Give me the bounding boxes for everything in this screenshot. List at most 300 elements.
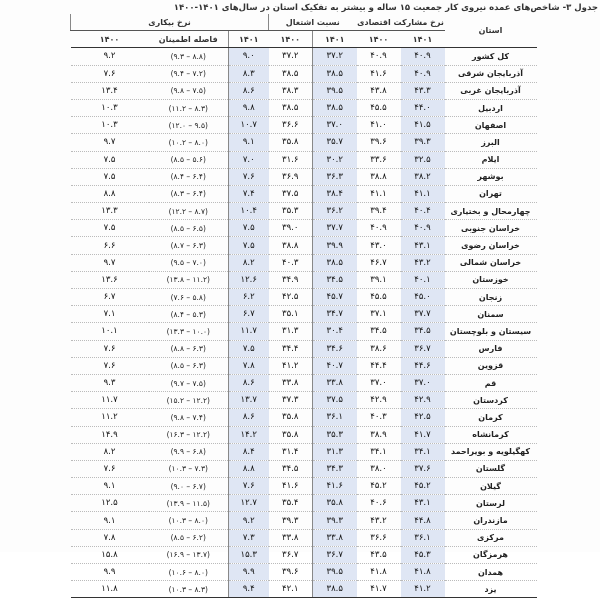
unemployment-1400-cell: ۱۳.۴ <box>71 82 149 99</box>
unemployment-1401-cell: ۱۲.۷ <box>229 495 269 512</box>
participation-1401-cell: ۴۰.۹ <box>401 65 445 82</box>
confidence-interval-cell: (۱۱.۵ – ۱۳.۹) <box>149 495 229 512</box>
unemployment-1400-cell: ۹.۳ <box>71 374 149 391</box>
employment-1400-cell: ۳۷.۵ <box>269 185 313 202</box>
employment-1400-cell: ۳۳.۸ <box>269 529 313 546</box>
unemployment-1401-cell: ۱۱.۷ <box>229 323 269 340</box>
unemployment-1401-cell: ۶.۲ <box>229 289 269 306</box>
employment-1401-cell: ۳۹.۹ <box>313 237 357 254</box>
table-row <box>71 546 537 563</box>
unemployment-1400-cell: ۹.۷ <box>71 254 149 271</box>
participation-1400-cell: ۴۰.۳ <box>357 409 401 426</box>
employment-1400-cell: ۳۴.۹ <box>269 271 313 288</box>
unemployment-1400-cell: ۱۳.۶ <box>71 271 149 288</box>
confidence-interval-cell: (۸.۰ – ۱۰.۶) <box>149 564 229 581</box>
participation-1401-cell: ۳۶.۱ <box>401 529 445 546</box>
employment-1401-cell: ۳۹.۳ <box>313 512 357 529</box>
unemployment-header: نرخ بیکاری <box>71 14 269 31</box>
province-cell: گلستان <box>445 460 537 477</box>
province-cell: کل کشور <box>445 48 537 65</box>
unemployment-1400-cell: ۷.۸ <box>71 529 149 546</box>
participation-1401-cell: ۴۱.۵ <box>401 117 445 134</box>
unemployment-1401-cell: ۱۰.۴ <box>229 203 269 220</box>
participation-1400-cell: ۴۰.۶ <box>357 495 401 512</box>
province-cell: آذربایجان شرقی <box>445 65 537 82</box>
employment-1400-cell: ۴۲.۵ <box>269 289 313 306</box>
unemployment-1400-cell: ۷.۶ <box>71 460 149 477</box>
participation-1400-cell: ۳۸.۰ <box>357 460 401 477</box>
confidence-interval-cell: (۶.۲ – ۸.۵) <box>149 529 229 546</box>
year-1400-header: ۱۴۰۰ <box>357 31 401 48</box>
province-cell: کرمان <box>445 409 537 426</box>
participation-1400-cell: ۴۱.۷ <box>357 581 401 598</box>
participation-1400-cell: ۴۵.۵ <box>357 289 401 306</box>
table-body <box>71 48 537 598</box>
confidence-interval-cell: (۵.۳ – ۸.۴) <box>149 306 229 323</box>
table-row <box>71 495 537 512</box>
participation-1400-cell: ۴۳.۲ <box>357 512 401 529</box>
unemployment-1400-cell: ۶.۷ <box>71 289 149 306</box>
unemployment-1401-cell: ۱۲.۶ <box>229 271 269 288</box>
confidence-interval-cell: (۹.۵ – ۱۲.۰) <box>149 117 229 134</box>
unemployment-1401-cell: ۷.۵ <box>229 237 269 254</box>
province-cell: بوشهر <box>445 168 537 185</box>
unemployment-1401-cell: ۹.۰ <box>229 48 269 65</box>
confidence-interval-cell: (۸.۰ – ۱۰.۲) <box>149 134 229 151</box>
unemployment-1401-cell: ۸.۶ <box>229 374 269 391</box>
employment-1400-cell: ۳۷.۳ <box>269 392 313 409</box>
table-row <box>71 203 537 220</box>
employment-1401-cell: ۳۵.۷ <box>313 134 357 151</box>
participation-1401-cell: ۴۲.۹ <box>401 392 445 409</box>
participation-1400-cell: ۴۴.۴ <box>357 357 401 374</box>
table-row <box>71 185 537 202</box>
employment-1400-cell: ۳۸.۳ <box>269 82 313 99</box>
employment-1401-cell: ۳۶.۷ <box>313 546 357 563</box>
unemployment-1400-cell: ۸.۸ <box>71 185 149 202</box>
year-1400-header: ۱۴۰۰ <box>71 31 149 48</box>
employment-1400-cell: ۳۱.۶ <box>269 151 313 168</box>
employment-1400-cell: ۳۳.۸ <box>269 374 313 391</box>
participation-1400-cell: ۴۲.۹ <box>357 392 401 409</box>
employment-1400-cell: ۴۲.۱ <box>269 581 313 598</box>
participation-1401-cell: ۳۲.۵ <box>401 151 445 168</box>
unemployment-1400-cell: ۶.۶ <box>71 237 149 254</box>
employment-1400-cell: ۳۵.۳ <box>269 203 313 220</box>
unemployment-1400-cell: ۷.۵ <box>71 151 149 168</box>
province-cell: اصفهان <box>445 117 537 134</box>
confidence-interval-cell: (۶.۷ – ۹.۰) <box>149 478 229 495</box>
participation-1401-cell: ۴۰.۹ <box>401 220 445 237</box>
employment-1400-cell: ۳۸.۸ <box>269 237 313 254</box>
year-1401-header: ۱۴۰۱ <box>313 31 357 48</box>
unemployment-1401-cell: ۸.۶ <box>229 82 269 99</box>
unemployment-1401-cell: ۷.۵ <box>229 220 269 237</box>
participation-1400-cell: ۴۳.۰ <box>357 237 401 254</box>
unemployment-1400-cell: ۷.۵ <box>71 168 149 185</box>
employment-1401-cell: ۳۴.۶ <box>313 340 357 357</box>
confidence-interval-cell: (۶.۳ – ۸.۷) <box>149 237 229 254</box>
unemployment-1400-cell: ۱۱.۸ <box>71 581 149 598</box>
province-cell: ایلام <box>445 151 537 168</box>
unemployment-1401-cell: ۷.۶ <box>229 478 269 495</box>
participation-1400-cell: ۳۴.۵ <box>357 323 401 340</box>
participation-header: نرخ مشارکت اقتصادی <box>357 14 445 31</box>
confidence-interval-cell: (۷.۵ – ۹.۷) <box>149 374 229 391</box>
unemployment-1400-cell: ۹.۹ <box>71 564 149 581</box>
unemployment-1401-cell: ۸.۳ <box>229 65 269 82</box>
table-row <box>71 99 537 116</box>
table-row <box>71 82 537 99</box>
province-cell: البرز <box>445 134 537 151</box>
participation-1400-cell: ۳۸.۹ <box>357 426 401 443</box>
employment-1401-cell: ۳۵.۳ <box>313 426 357 443</box>
unemployment-1400-cell: ۸.۲ <box>71 443 149 460</box>
employment-1401-cell: ۳۷.۰ <box>313 117 357 134</box>
employment-1401-cell: ۳۸.۴ <box>313 185 357 202</box>
unemployment-1400-cell: ۱۰.۳ <box>71 99 149 116</box>
table-row <box>71 478 537 495</box>
table-row <box>71 271 537 288</box>
unemployment-1401-cell: ۸.۸ <box>229 460 269 477</box>
employment-1400-cell: ۳۴.۵ <box>269 460 313 477</box>
confidence-interval-cell: (۱۰.۰ – ۱۳.۳) <box>149 323 229 340</box>
employment-1401-cell: ۳۰.۲ <box>313 151 357 168</box>
participation-1400-cell: ۴۶.۷ <box>357 254 401 271</box>
table-row <box>71 512 537 529</box>
province-cell: کرمانشاه <box>445 426 537 443</box>
province-cell: خوزستان <box>445 271 537 288</box>
province-cell: اردبیل <box>445 99 537 116</box>
participation-1400-cell: ۴۳.۸ <box>357 82 401 99</box>
employment-1400-cell: ۳۵.۴ <box>269 495 313 512</box>
province-cell: مرکزی <box>445 529 537 546</box>
table-row <box>71 460 537 477</box>
employment-1400-cell: ۳۶.۹ <box>269 168 313 185</box>
participation-1401-cell: ۴۲.۵ <box>401 409 445 426</box>
unemployment-1401-cell: ۷.۰ <box>229 151 269 168</box>
unemployment-1400-cell: ۷.۱ <box>71 306 149 323</box>
unemployment-1401-cell: ۷.۶ <box>229 168 269 185</box>
confidence-interval-cell: (۵.۸ – ۷.۶) <box>149 289 229 306</box>
participation-1401-cell: ۳۸.۲ <box>401 168 445 185</box>
confidence-interval-cell: (۱۲.۲ – ۱۶.۳) <box>149 426 229 443</box>
participation-1400-cell: ۳۸.۸ <box>357 168 401 185</box>
participation-1400-cell: ۴۵.۵ <box>357 99 401 116</box>
participation-1400-cell: ۳۹.۱ <box>357 271 401 288</box>
province-cell: مازندران <box>445 512 537 529</box>
employment-1401-cell: ۳۵.۸ <box>313 495 357 512</box>
employment-1400-cell: ۳۷.۲ <box>269 48 313 65</box>
confidence-interval-cell: (۷.۳ – ۱۰.۳) <box>149 460 229 477</box>
province-cell: هرمزگان <box>445 546 537 563</box>
unemployment-1400-cell: ۱۱.۷ <box>71 392 149 409</box>
table-row <box>71 117 537 134</box>
province-cell: لرستان <box>445 495 537 512</box>
employment-1401-cell: ۳۷.۷ <box>313 220 357 237</box>
participation-1401-cell: ۴۵.۳ <box>401 546 445 563</box>
employment-1400-cell: ۳۵.۸ <box>269 134 313 151</box>
participation-1400-cell: ۳۳.۶ <box>357 151 401 168</box>
labor-force-table <box>70 14 537 598</box>
participation-1401-cell: ۴۱.۱ <box>401 185 445 202</box>
year-1400-header: ۱۴۰۰ <box>269 31 313 48</box>
participation-1401-cell: ۳۷.۶ <box>401 460 445 477</box>
province-cell: تهران <box>445 185 537 202</box>
confidence-interval-header: فاصله اطمینان <box>149 31 229 48</box>
employment-1401-cell: ۳۳.۸ <box>313 374 357 391</box>
employment-1400-cell: ۳۱.۳ <box>269 323 313 340</box>
unemployment-1401-cell: ۸.۲ <box>229 254 269 271</box>
participation-1400-cell: ۴۵.۲ <box>357 478 401 495</box>
unemployment-1401-cell: ۹.۸ <box>229 99 269 116</box>
participation-1400-cell: ۴۱.۶ <box>357 65 401 82</box>
confidence-interval-cell: (۶.۸ – ۹.۹) <box>149 443 229 460</box>
participation-1401-cell: ۳۷.۰ <box>401 374 445 391</box>
province-cell: یزد <box>445 581 537 598</box>
employment-header: نسبت اشتغال <box>269 14 357 31</box>
employment-1400-cell: ۴۱.۲ <box>269 357 313 374</box>
participation-1401-cell: ۳۴.۱ <box>401 443 445 460</box>
participation-1401-cell: ۴۳.۱ <box>401 237 445 254</box>
participation-1401-cell: ۴۰.۱ <box>401 271 445 288</box>
unemployment-1400-cell: ۱۱.۲ <box>71 409 149 426</box>
table-row <box>71 426 537 443</box>
employment-1401-cell: ۳۸.۵ <box>313 581 357 598</box>
participation-1400-cell: ۳۷.۱ <box>357 306 401 323</box>
unemployment-1401-cell: ۱۳.۷ <box>229 392 269 409</box>
participation-1400-cell: ۳۸.۶ <box>357 340 401 357</box>
table-row <box>71 134 537 151</box>
province-cell: قزوین <box>445 357 537 374</box>
table-row <box>71 392 537 409</box>
unemployment-1400-cell: ۹.۷ <box>71 134 149 151</box>
unemployment-1401-cell: ۷.۳ <box>229 529 269 546</box>
participation-1400-cell: ۳۹.۶ <box>357 134 401 151</box>
unemployment-1401-cell: ۷.۸ <box>229 357 269 374</box>
province-header: استان <box>445 14 537 48</box>
participation-1401-cell: ۳۹.۳ <box>401 134 445 151</box>
employment-1400-cell: ۳۸.۵ <box>269 99 313 116</box>
participation-1400-cell: ۳۴.۱ <box>357 443 401 460</box>
province-cell: کردستان <box>445 392 537 409</box>
province-cell: کهگیلویه و بویراحمد <box>445 443 537 460</box>
confidence-interval-cell: (۷.۴ – ۹.۸) <box>149 409 229 426</box>
province-cell: خراسان جنوبی <box>445 220 537 237</box>
unemployment-1400-cell: ۱۰.۱ <box>71 323 149 340</box>
employment-1401-cell: ۴۵.۷ <box>313 289 357 306</box>
employment-1400-cell: ۳۸.۵ <box>269 65 313 82</box>
employment-1401-cell: ۳۹.۵ <box>313 564 357 581</box>
employment-1400-cell: ۳۵.۸ <box>269 409 313 426</box>
confidence-interval-cell: (۶.۴ – ۸.۳) <box>149 185 229 202</box>
table-row <box>71 168 537 185</box>
employment-1400-cell: ۳۶.۶ <box>269 117 313 134</box>
table-row <box>71 443 537 460</box>
unemployment-1400-cell: ۹.۲ <box>71 48 149 65</box>
unemployment-1400-cell: ۱۰.۳ <box>71 117 149 134</box>
confidence-interval-cell: (۸.۸ – ۹.۳) <box>149 48 229 65</box>
participation-1401-cell: ۳۴.۵ <box>401 323 445 340</box>
province-cell: خراسان شمالی <box>445 254 537 271</box>
employment-1400-cell: ۴۰.۳ <box>269 254 313 271</box>
table-row <box>71 357 537 374</box>
unemployment-1400-cell: ۹.۱ <box>71 478 149 495</box>
unemployment-1400-cell: ۷.۶ <box>71 357 149 374</box>
employment-1401-cell: ۳۷.۲ <box>313 48 357 65</box>
unemployment-1401-cell: ۱۵.۳ <box>229 546 269 563</box>
employment-1401-cell: ۳۶.۱ <box>313 409 357 426</box>
employment-1401-cell: ۴۰.۷ <box>313 357 357 374</box>
employment-1400-cell: ۳۹.۶ <box>269 564 313 581</box>
participation-1400-cell: ۴۱.۸ <box>357 564 401 581</box>
employment-1401-cell: ۳۸.۵ <box>313 254 357 271</box>
table-row <box>71 581 537 598</box>
participation-1401-cell: ۴۰.۹ <box>401 48 445 65</box>
province-cell: خراسان رضوی <box>445 237 537 254</box>
province-cell: آذربایجان غربی <box>445 82 537 99</box>
confidence-interval-cell: (۱۱.۲ – ۱۳.۸) <box>149 271 229 288</box>
confidence-interval-cell: (۶.۳ – ۸.۵) <box>149 357 229 374</box>
table-row <box>71 220 537 237</box>
table-row <box>71 374 537 391</box>
unemployment-1401-cell: ۹.۱ <box>229 134 269 151</box>
province-cell: فارس <box>445 340 537 357</box>
employment-1401-cell: ۳۸.۵ <box>313 65 357 82</box>
employment-1401-cell: ۳۶.۲ <box>313 203 357 220</box>
participation-1401-cell: ۳۷.۷ <box>401 306 445 323</box>
confidence-interval-cell: (۷.۵ – ۹.۸) <box>149 82 229 99</box>
unemployment-1400-cell: ۷.۶ <box>71 65 149 82</box>
table-row <box>71 409 537 426</box>
unemployment-1401-cell: ۷.۴ <box>229 185 269 202</box>
confidence-interval-cell: (۸.۰ – ۱۰.۳) <box>149 512 229 529</box>
participation-1401-cell: ۴۳.۳ <box>401 82 445 99</box>
participation-1401-cell: ۴۳.۲ <box>401 254 445 271</box>
employment-1401-cell: ۳۷.۵ <box>313 392 357 409</box>
confidence-interval-cell: (۶.۵ – ۸.۵) <box>149 220 229 237</box>
employment-1400-cell: ۴۱.۶ <box>269 478 313 495</box>
employment-1400-cell: ۳۱.۴ <box>269 443 313 460</box>
confidence-interval-cell: (۱۲.۲ – ۱۵.۲) <box>149 392 229 409</box>
table-row <box>71 340 537 357</box>
province-cell: سیستان و بلوچستان <box>445 323 537 340</box>
participation-1401-cell: ۴۳.۱ <box>401 495 445 512</box>
participation-1400-cell: ۴۰.۹ <box>357 48 401 65</box>
employment-1400-cell: ۳۵.۱ <box>269 306 313 323</box>
unemployment-1401-cell: ۹.۲ <box>229 512 269 529</box>
confidence-interval-cell: (۸.۳ – ۱۰.۳) <box>149 581 229 598</box>
table-row <box>71 48 537 65</box>
table-row <box>71 151 537 168</box>
participation-1400-cell: ۴۳.۵ <box>357 546 401 563</box>
employment-1401-cell: ۳۸.۵ <box>313 99 357 116</box>
employment-1400-cell: ۳۹.۳ <box>269 512 313 529</box>
employment-1401-cell: ۳۱.۳ <box>313 443 357 460</box>
participation-1400-cell: ۴۱.۱ <box>357 185 401 202</box>
confidence-interval-cell: (۱۳.۷ – ۱۶.۹) <box>149 546 229 563</box>
participation-1400-cell: ۴۱.۰ <box>357 117 401 134</box>
unemployment-1401-cell: ۸.۴ <box>229 443 269 460</box>
table-row <box>71 65 537 82</box>
participation-1401-cell: ۴۵.۲ <box>401 478 445 495</box>
participation-1400-cell: ۳۷.۰ <box>357 374 401 391</box>
year-1401-header: ۱۴۰۱ <box>401 31 445 48</box>
participation-1401-cell: ۴۱.۷ <box>401 426 445 443</box>
province-cell: زنجان <box>445 289 537 306</box>
unemployment-1400-cell: ۹.۱ <box>71 512 149 529</box>
province-cell: چهارمحال و بختیاری <box>445 203 537 220</box>
table-row <box>71 289 537 306</box>
participation-1400-cell: ۳۹.۴ <box>357 203 401 220</box>
employment-1400-cell: ۳۶.۷ <box>269 546 313 563</box>
table-row <box>71 254 537 271</box>
participation-1401-cell: ۳۶.۷ <box>401 340 445 357</box>
confidence-interval-cell: (۵.۶ – ۸.۵) <box>149 151 229 168</box>
confidence-interval-cell: (۷.۲ – ۹.۴) <box>149 65 229 82</box>
table-caption: جدول ۳- شاخص‌های عمده نیروی کار جمعیت ۱۵ ساله و بیشتر به تفکیک استان در سال‌های ۱۴۰۱-۱۴۰۰ <box>173 3 598 13</box>
participation-1400-cell: ۳۶.۶ <box>357 529 401 546</box>
unemployment-1401-cell: ۷.۵ <box>229 340 269 357</box>
unemployment-1400-cell: ۷.۵ <box>71 220 149 237</box>
unemployment-1400-cell: ۱۳.۳ <box>71 203 149 220</box>
table-row <box>71 306 537 323</box>
employment-1401-cell: ۳۹.۵ <box>313 82 357 99</box>
employment-1401-cell: ۳۴.۳ <box>313 460 357 477</box>
confidence-interval-cell: (۸.۷ – ۱۲.۲) <box>149 203 229 220</box>
employment-1401-cell: ۳۶.۳ <box>313 168 357 185</box>
province-cell: همدان <box>445 564 537 581</box>
unemployment-1401-cell: ۱۰.۷ <box>229 117 269 134</box>
table-row <box>71 529 537 546</box>
unemployment-1401-cell: ۱۴.۲ <box>229 426 269 443</box>
participation-1401-cell: ۴۰.۴ <box>401 203 445 220</box>
confidence-interval-cell: (۷.۰ – ۹.۵) <box>149 254 229 271</box>
province-cell: گیلان <box>445 478 537 495</box>
participation-1400-cell: ۴۰.۹ <box>357 220 401 237</box>
table-row <box>71 323 537 340</box>
employment-1401-cell: ۳۴.۵ <box>313 271 357 288</box>
unemployment-1401-cell: ۹.۴ <box>229 581 269 598</box>
employment-1400-cell: ۳۹.۰ <box>269 220 313 237</box>
employment-1400-cell: ۳۴.۴ <box>269 340 313 357</box>
unemployment-1400-cell: ۱۵.۸ <box>71 546 149 563</box>
employment-1401-cell: ۳۴.۷ <box>313 306 357 323</box>
unemployment-1400-cell: ۱۲.۵ <box>71 495 149 512</box>
unemployment-1401-cell: ۶.۷ <box>229 306 269 323</box>
table-row <box>71 564 537 581</box>
table-row <box>71 237 537 254</box>
employment-1401-cell: ۴۱.۶ <box>313 478 357 495</box>
unemployment-1400-cell: ۷.۶ <box>71 340 149 357</box>
participation-1401-cell: ۴۵.۰ <box>401 289 445 306</box>
employment-1400-cell: ۳۵.۸ <box>269 426 313 443</box>
province-cell: قم <box>445 374 537 391</box>
unemployment-1401-cell: ۹.۹ <box>229 564 269 581</box>
employment-1401-cell: ۳۰.۴ <box>313 323 357 340</box>
participation-1401-cell: ۴۴.۶ <box>401 357 445 374</box>
participation-1401-cell: ۴۴.۸ <box>401 512 445 529</box>
province-cell: سمنان <box>445 306 537 323</box>
unemployment-1401-cell: ۸.۶ <box>229 409 269 426</box>
participation-1401-cell: ۴۱.۲ <box>401 581 445 598</box>
employment-1401-cell: ۳۳.۸ <box>313 529 357 546</box>
participation-1401-cell: ۴۴.۰ <box>401 99 445 116</box>
confidence-interval-cell: (۸.۳ – ۱۱.۲) <box>149 99 229 116</box>
confidence-interval-cell: (۶.۴ – ۸.۴) <box>149 168 229 185</box>
participation-1401-cell: ۴۱.۸ <box>401 564 445 581</box>
unemployment-1400-cell: ۱۴.۹ <box>71 426 149 443</box>
